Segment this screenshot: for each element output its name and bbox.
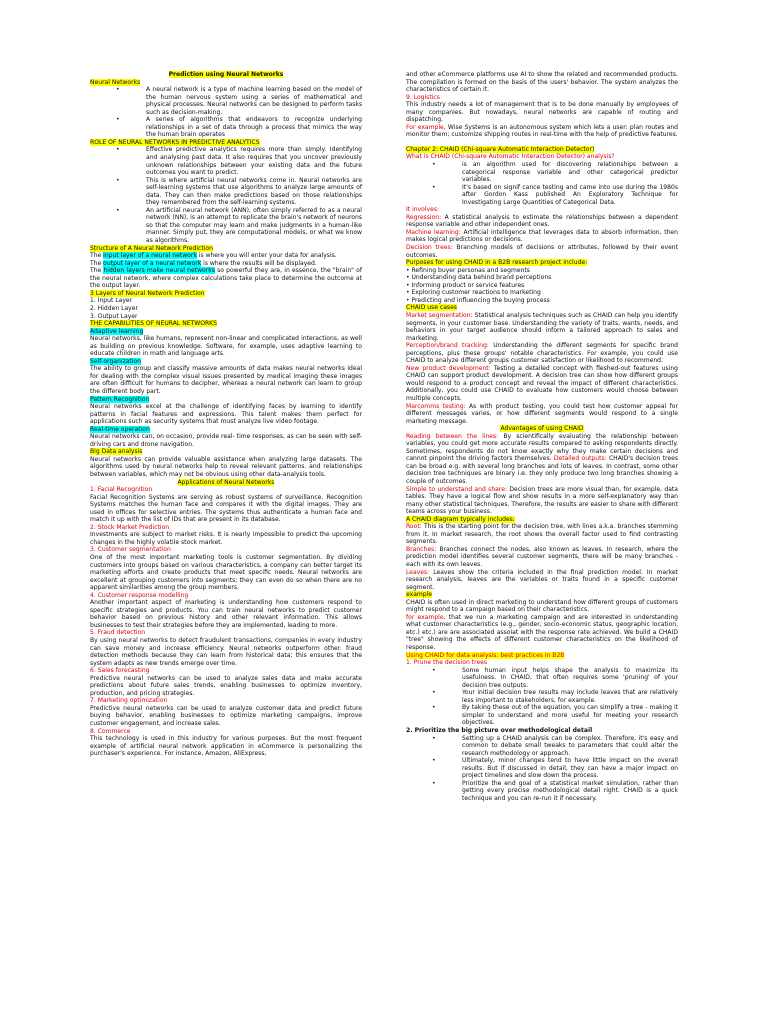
list-item: 3. Output Layer — [90, 312, 138, 320]
paragraph: The ability to group and classify massive amounts of data makes neural networks ideal for dealing with the complex visual issues presented by medical imaging these images are often difficult for humans to decipher, whereas a neural network can learn to group the different body part. — [90, 365, 362, 395]
subheading: It involves: — [406, 206, 440, 214]
paragraph: Decision trees: Branching models of decisions or attributes, followed by their event outcomes. — [406, 244, 678, 259]
bullet-item: • Effective predictive analytics requires more than simply. Identifying and analysing past data. It also requires that you uncover previously unknown relationships between your existing data and the future outcomes you want to predict. — [90, 146, 362, 176]
section-heading: example — [406, 591, 433, 599]
document-title: Prediction using Neural Networks — [168, 71, 284, 78]
list-item: • Informing product or service features — [406, 281, 525, 289]
subheading: 2. Prioritize the big picture over methodological detail — [406, 727, 593, 735]
bullet-item: • By taking these out of the equation, you can simplify a tree - making it simpler to understand and more useful for meeting your research objectives. — [406, 704, 678, 727]
paragraph: Market segmentation: Statistical analysis techniques such as CHAID can help you identify segments, in your customer base. Understanding the variety of traits, wants, needs, and behaviors in your target audience should inform a tailored approach to sales and marketing. — [406, 311, 678, 342]
bullet-item: • Your initial decision tree results may include leaves that are relatively less important to stakeholders, for example. — [406, 689, 678, 704]
paragraph: This technology is used in this industry for various purposes. But the most frequent example of artificial neural network application in eCommerce is personalizing the purchaser's experience. For instance, Amazon, AliExpress, — [90, 735, 362, 758]
subheading: 5. Fraud detection — [90, 629, 146, 637]
subheading: 6. Sales forecasting — [90, 667, 150, 675]
list-item: • Exploring customer reactions to marketing — [406, 289, 541, 297]
paragraph: for example, that we run a marketing campaign and are interested in understanding what customer characteristics (e.g., gender, socio-economic status, geographic location, etc.) etc.) are are associated assoiat with the response rate achieved. We build a CHAID "tree" showing the effects of different customer characteristics on the likelihood of response. — [406, 613, 678, 652]
subheading: Self-organization — [90, 357, 141, 365]
section-heading: Applications of Neural Networks — [177, 478, 275, 486]
section-heading: Neural Networks — [90, 78, 141, 86]
paragraph: Predictive neural networks can be used to analyze customer data and predict future buying behavior, enabling businesses to optimize marketing campaigns, improve customer engagement, and increase sales. — [90, 704, 362, 728]
paragraph: Neural networks excel at the challenge of identifying faces by learning to identify patterns in facial features and expressions. This talent makes them perfect for applications such as security systems that must analyze live video footage. — [90, 403, 362, 426]
section-heading: A CHAID diagram typically includes: — [406, 515, 515, 523]
section-heading: Purposes for using CHAID in a B2B research project include: — [406, 259, 588, 267]
bullet-item: • It's based on signif cance testing and came into use during the 1980s after Gordon Kass published An Exploratory Technique for Investigating Large Quantities of Categorical Data. — [406, 184, 678, 207]
section-heading: Structure of A Neural Network Prediction — [90, 244, 213, 252]
section-heading: CHAID use cases — [406, 304, 457, 312]
bullet-item: • Some human input helps shape the analysis to maximize its usefulness. In CHAID, that often requires some 'pruning' of your decision tree outputs. — [406, 667, 678, 690]
section-heading: Advantages of using CHAID — [500, 425, 584, 433]
section-heading: ROLE OF NEURAL NETWORKS IN PREDICTIVE ANALYTICS — [90, 138, 260, 146]
paragraph: Neural networks, like humans, represent non-linear and complicated interactions, as well as building on previous knowledge. Software, for example, uses adaptive learning to educate children in math and language arts. — [90, 335, 362, 358]
paragraph: For example, Wise Systems is an autonomous system which lets a user: plan routes and monitor them; customize shipping routes in real-time with the help of predictive features. — [406, 123, 679, 139]
paragraph: The output layer of a neural network is where the results will be displayed. — [90, 259, 317, 267]
bullet-item: • A series of algorithms that endeavors to recognize underlying relationships in a set of data through a process that mimics the way the human brain operates — [90, 116, 362, 139]
list-item: 1. Input Layer — [90, 297, 133, 305]
list-item: • Predicting and influencing the buying process — [406, 296, 550, 304]
subheading: 1. Facial Recognition — [90, 486, 153, 494]
paragraph: Regression: A statistical analysis to estimate the relationships between a dependent response variable and other independent ones. — [406, 213, 678, 229]
bullet-item: • is an algorithm used for discovering relationships between a categorical response variable and other categorical predictor variables. — [406, 161, 678, 184]
subheading: 3. Customer segmentation — [90, 546, 171, 554]
paragraph: Leaves: Leaves show the criteria included in the final prediction model. In market research analysis, leaves are the variables or traits found in a specific customer segment. — [406, 568, 678, 591]
subheading: 9. Logistics — [406, 93, 440, 101]
section-heading: Using CHAID for data analysis: best practices in B2B — [406, 651, 565, 659]
chapter-heading: Chapter 2: CHAID (Chi-square Automatic Interaction Detector) — [406, 145, 595, 153]
bullet-item: • Setting up a CHAID analysis can be complex. Therefore, it's easy and common to debate small tweaks to parameters that could alter the research methodology or approach. — [406, 735, 678, 758]
highlight-term: input layer of a neural network — [103, 252, 197, 260]
paragraph: CHAID is often used in direct marketing to understand how different groups of customers might respond to a campaign based on their characteristics. — [406, 598, 678, 614]
paragraph: Branches: Branches connect the nodes, also known as leaves. In research, where the prediction model identifies several customer segments, there will be many branches - each with its own leaves. — [406, 545, 678, 568]
subheading: Pattern Recognition — [90, 395, 150, 403]
subheading: 4. Customer response modelling — [90, 591, 189, 599]
paragraph: Predictive neural networks can be used to analyze sales data and make accurate predictions about future sales trends, enabling businesses to optimize inventory, production, and pricing strategies. — [90, 674, 362, 697]
bullet-item: • An artificial neural network (ANN), often simply referred to as a neural network (NN), is an attempt to replicate the brain's network of neurons so that the computer may learn and make judgments in a human-like manner. Simply put, they are computational models, or what we know as algorithms. — [90, 207, 362, 245]
paragraph: Simple to understand and share: Decision trees are more visual than, for example, data tables. They have a logical flow and show results in a more self-explanatory way than many other statistical techniques. Therefore, the results are easier to share with different teams across your business. — [406, 485, 678, 516]
right-column — [406, 71, 678, 803]
paragraph: Perception/brand tracking: Understanding the different segments for specific brand perceptions, plus these groups' notable characteristics. For example, you could use CHAID to analyze different groups customer satisfaction or likelihood to recommend. — [406, 342, 678, 365]
paragraph: Machine learning: Artificial intelligence that leverages data to absorb information, then makes logical predictions or decisions. — [406, 228, 678, 244]
subheading: 2. Stock Market Prediction — [90, 523, 170, 531]
bullet-item: • Ultimately, minor changes tend to have little impact on the overall results. But if discussed in detail, they can have a major impact on project timelines and slow down the process. — [406, 757, 678, 780]
list-item: • Refining buyer personas and segments — [406, 266, 530, 274]
paragraph: Reading between the lines: By scientifically evaluating the relationship between variables, you could get more accurate results compared to asking respondents directly. Sometimes, respondents do not know exactly why they make certain decisions and cannot pinpoint the driving factors themselves. Detailed outputs: CHAID's decision trees can be broad e.g. with several long branches and lots of leaves. In contrast, some other decision tree techniques are binary i.e. they only produce two long branches showing a couple of outcomes. — [406, 432, 678, 485]
paragraph: Marcomms testing: As with product testing, you could test how customer appeal for different messages varies, or how different segments would respond to a single marketing message. — [406, 402, 678, 425]
paragraph: Root: This is the starting point for the decision tree, with lines a.k.a. branches stemming from it. In market research, the root shows the overall factor used to find contrasting segments. — [406, 523, 678, 546]
list-item: 2. Hidden Layer — [90, 304, 138, 312]
paragraph: Neural networks can provide valuable assistance when analyzing large datasets. The algorithms used by neural networks help to reveal relevant patterns. and relationships between variables, which may not be obvious using other data-analysis tools. — [90, 455, 362, 478]
section-heading: 3 Layers of Neural Network Prediction — [90, 289, 205, 297]
bullet-item: • This is where artificial neural networks come in. Neural networks are self-learning systems that use algorithms to analyze large amounts of data. They can then make predictions based on those relationships they remembered from the self-learning systems. — [90, 177, 362, 207]
subheading: Big Data analysis — [90, 448, 143, 456]
bullet-item: • Prioritize the end goal of a statistical market simulation, rather than getting every precise methodological detail right. CHAID is a quick technique and you can re-run it if necessary. — [406, 780, 678, 803]
list-item: • Understanding data behind brand perceptions — [406, 274, 552, 282]
subheading: What is CHAID (Chi-square Automatic Interaction Detector) analysis? — [406, 153, 615, 161]
paragraph: Facial Recognition Systems are serving as robust systems of surveillance. Recognition Systems matches the human face and compares it with the digital images. They are used in offices for selective entries. The systems thus authenticate a human face and match it up with the list of IDs that are present in its database. — [90, 493, 362, 524]
paragraph: Another important aspect of marketing is understanding how customers respond to specific strategies and products. You can train neural networks to predict customer behavior based on previous history and other relevant information. This allows businesses to test their strategies before they are implemented, leading to more. — [90, 599, 362, 629]
bullet-item: • A neural network is a type of machine learning based on the model of the human nervous system using a series of mathematical and physical processes. Neural networks can be designed to perform tasks such as decision-making. — [90, 86, 362, 116]
highlight-term: output layer of a neural network — [103, 259, 202, 267]
subheading: Real-time operation — [90, 425, 150, 433]
paragraph: The hidden layers make neural networks so powerful they are, in essence, the "brain" of the neural network, where complex calculations take place to determine the outcome at the output layer. — [90, 267, 362, 290]
subheading: 8. Commerce — [90, 727, 131, 735]
subheading: 1. Prune the decision trees — [406, 659, 488, 667]
paragraph: This industry needs a lot of management that is to be done manually by employees of many companies. But nowadays, neural networks are capable of routing and dispatching. — [406, 101, 678, 124]
subheading: 7. Marketing optimization — [90, 697, 168, 705]
section-heading: THE CAPABILITIES OF NEURAL NETWORKS — [90, 320, 217, 328]
paragraph: One of the most important marketing tools is customer segmentation. By dividing customers into groups based on various characteristics, a company can better target its marketing efforts and create products that meet specific needs. Neural networks are excellent at grouping customers into segments; they can even do so when there are no apparent similarities among the group members. — [90, 554, 362, 592]
paragraph: The input layer of a neural network is where you will enter your data for analysis. — [90, 252, 337, 260]
paragraph: Neural networks can, on occasion, provide real- time responses, as can be seen with self- driving cars and drone navigation. — [90, 433, 362, 448]
paragraph: New product development: Testing a detailed concept with fleshed-out features using CHAID can support product development. A decision tree can show how different groups would respond to a product concept and reveal the impact of different characteristics. Additionally, you could use CHAID to evaluate how customers would choose between multiple concepts. — [406, 364, 679, 402]
paragraph: By using neural networks to detect fraudulent transactions, companies in every industry can save money and increase efficiency. Neural networks outperform other. fraud detection methods because they can learn from historical data; this ensures that the system adapts as new trends emerge over time. — [90, 637, 362, 667]
paragraph: Investments are subject to market risks. It is nearly impossible to predict the upcoming changes in the highly volatile stock market. — [90, 531, 362, 546]
left-column — [90, 71, 362, 758]
subheading: Adaptive learning — [90, 327, 144, 335]
highlight-term: hidden layers make neural networks — [103, 267, 215, 275]
paragraph: and other eCommerce platforms use AI to show the related and recommended products. The compilation is formed on the basis of the users' behavior. The system analyzes the characteristics of certain it. — [406, 71, 678, 94]
